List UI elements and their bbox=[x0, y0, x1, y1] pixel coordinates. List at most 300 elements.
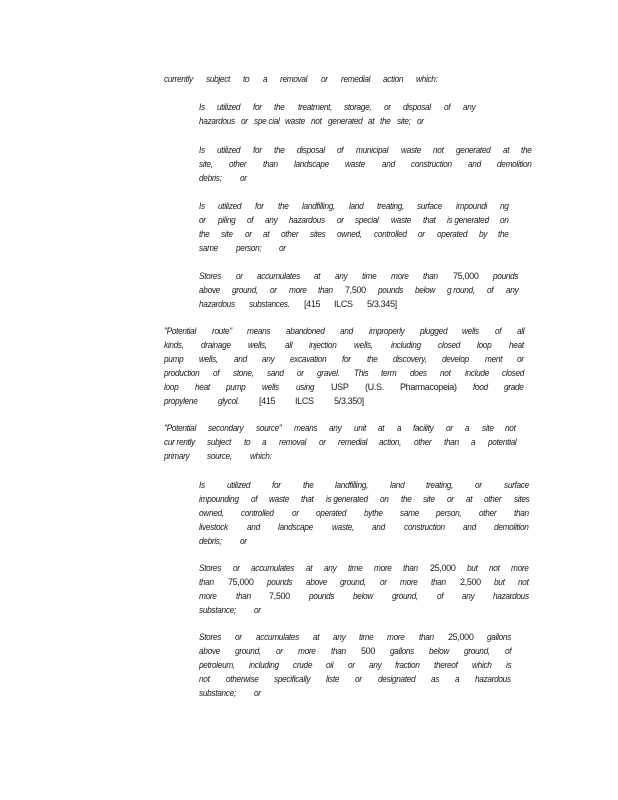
word: of bbox=[487, 285, 494, 295]
word: time bbox=[347, 563, 363, 573]
text-line bbox=[164, 367, 544, 381]
word: a bbox=[465, 423, 470, 433]
word: substances. bbox=[249, 299, 290, 309]
word: potential bbox=[487, 437, 517, 447]
word: or bbox=[235, 271, 243, 281]
text-line bbox=[199, 158, 559, 172]
word: and bbox=[246, 522, 260, 532]
word: than bbox=[199, 577, 214, 587]
word: impounding bbox=[199, 494, 239, 504]
word: designated bbox=[377, 674, 416, 684]
word: the bbox=[521, 145, 532, 155]
word: hazardous bbox=[199, 116, 235, 126]
word: site; bbox=[396, 116, 411, 126]
word: and bbox=[468, 159, 482, 169]
subclause-stores-hazardous-substances bbox=[199, 270, 559, 312]
word: substance; bbox=[199, 605, 236, 615]
subclause-landfilling bbox=[199, 200, 559, 256]
word: spe cial bbox=[253, 116, 280, 126]
word: Stores bbox=[199, 632, 222, 642]
word: more bbox=[511, 563, 529, 573]
word: below bbox=[353, 591, 374, 601]
word: Stores bbox=[199, 271, 222, 281]
word: time bbox=[362, 271, 377, 281]
text-line bbox=[164, 422, 544, 436]
word: subject bbox=[206, 74, 231, 84]
word: facility bbox=[413, 423, 434, 433]
word: "Potential bbox=[164, 423, 196, 433]
word: 7,500 bbox=[345, 285, 367, 295]
word: and bbox=[463, 522, 476, 532]
word: at bbox=[312, 632, 319, 642]
word: does bbox=[410, 368, 427, 378]
word: ground, bbox=[340, 577, 366, 587]
word: specifically bbox=[273, 674, 311, 684]
word: crude bbox=[293, 660, 313, 670]
word: than bbox=[431, 577, 447, 587]
word: hazardous bbox=[475, 674, 511, 684]
subclause-landfilling-secondary bbox=[199, 479, 559, 549]
word: bythe bbox=[363, 508, 383, 518]
word: petroleum, bbox=[199, 660, 235, 670]
word: site, bbox=[199, 159, 213, 169]
word: any bbox=[264, 215, 278, 225]
word: Pharmacopeia) bbox=[399, 382, 457, 392]
text-line bbox=[199, 687, 559, 701]
word: waste bbox=[400, 145, 421, 155]
word: utilized bbox=[218, 201, 242, 211]
word: the bbox=[277, 201, 289, 211]
word: any bbox=[462, 102, 475, 112]
word: fraction bbox=[395, 660, 420, 670]
word: closed bbox=[502, 368, 525, 378]
word: as bbox=[431, 674, 440, 684]
word: not bbox=[199, 674, 210, 684]
word: or bbox=[384, 102, 391, 112]
word: 75,000 bbox=[227, 577, 253, 587]
word: to bbox=[243, 437, 250, 447]
word: or bbox=[232, 563, 240, 573]
text-line bbox=[199, 144, 559, 158]
word: or bbox=[244, 229, 252, 239]
word: above bbox=[199, 285, 220, 295]
word: unit bbox=[353, 423, 366, 433]
word: utilized bbox=[217, 102, 241, 112]
word: all bbox=[516, 326, 525, 336]
word: or bbox=[291, 508, 299, 518]
word: pounds bbox=[492, 271, 519, 281]
word: Is bbox=[199, 201, 205, 211]
word: ground, bbox=[232, 285, 258, 295]
word: for bbox=[252, 145, 262, 155]
word: 25,000 bbox=[447, 632, 474, 642]
word: more bbox=[199, 591, 217, 601]
word: more bbox=[297, 646, 316, 656]
word: more bbox=[373, 563, 392, 573]
word: injection bbox=[309, 340, 337, 350]
word: more bbox=[400, 577, 418, 587]
word: develop bbox=[442, 354, 469, 364]
word: demolition bbox=[494, 522, 529, 532]
word: time bbox=[359, 632, 374, 642]
word: any bbox=[461, 591, 475, 601]
word: any bbox=[329, 423, 342, 433]
word: of bbox=[250, 494, 257, 504]
word: is bbox=[505, 660, 512, 670]
word: or bbox=[416, 116, 424, 126]
word: not bbox=[432, 145, 444, 155]
word: source, bbox=[207, 451, 233, 461]
definition-potential-secondary-source bbox=[164, 422, 544, 464]
word: hazardous bbox=[289, 215, 325, 225]
word: below bbox=[415, 285, 436, 295]
word: on bbox=[379, 494, 389, 504]
word: other bbox=[414, 437, 432, 447]
word: same bbox=[399, 508, 419, 518]
word: for bbox=[255, 201, 265, 211]
word: oil bbox=[326, 660, 334, 670]
word: more bbox=[288, 285, 307, 295]
text-line bbox=[199, 507, 559, 521]
word: gallons bbox=[487, 632, 512, 642]
word: route" bbox=[211, 326, 232, 336]
word: construction bbox=[411, 159, 452, 169]
word: thereof bbox=[434, 660, 458, 670]
word: gallons bbox=[389, 646, 414, 656]
word: disposal bbox=[297, 145, 325, 155]
word: but bbox=[494, 577, 505, 587]
word: or bbox=[239, 173, 247, 183]
text-line bbox=[199, 631, 559, 645]
word: Stores bbox=[199, 563, 222, 573]
word: the bbox=[498, 229, 509, 239]
word: at bbox=[378, 423, 385, 433]
word: of bbox=[436, 591, 444, 601]
word: removal bbox=[279, 437, 307, 447]
word: or bbox=[379, 577, 387, 587]
word: 5/3.345] bbox=[367, 299, 397, 309]
word: including bbox=[249, 660, 279, 670]
text-line bbox=[199, 228, 559, 242]
word: site bbox=[221, 229, 233, 239]
word: accumulates bbox=[255, 632, 299, 642]
text-line bbox=[199, 479, 559, 493]
word: discovery, bbox=[392, 354, 427, 364]
word: Is bbox=[199, 102, 205, 112]
word: accumulates bbox=[256, 271, 300, 281]
word: or bbox=[517, 354, 525, 364]
text-line bbox=[164, 339, 544, 353]
word: which bbox=[471, 660, 492, 670]
word: ment bbox=[484, 354, 502, 364]
word: pump bbox=[164, 354, 184, 364]
word: of bbox=[213, 368, 220, 378]
word: of bbox=[246, 215, 254, 225]
word: municipal bbox=[355, 145, 388, 155]
text-line bbox=[164, 381, 544, 395]
text-line bbox=[199, 284, 559, 298]
word: waste bbox=[345, 159, 366, 169]
word: wells, bbox=[199, 354, 218, 364]
word: person, bbox=[436, 508, 462, 518]
word: source" bbox=[255, 423, 282, 433]
word: food bbox=[473, 382, 488, 392]
word: remedial bbox=[340, 74, 370, 84]
word: closed bbox=[437, 340, 460, 350]
word: production bbox=[164, 368, 200, 378]
word: and bbox=[381, 159, 395, 169]
word: treating, bbox=[426, 480, 454, 490]
word: the bbox=[274, 145, 285, 155]
word: than bbox=[235, 591, 251, 601]
word: the bbox=[400, 494, 412, 504]
text-line bbox=[199, 673, 559, 687]
word: storage, bbox=[344, 102, 372, 112]
subclause-municipal-waste-disposal bbox=[199, 144, 559, 186]
word: hazardous bbox=[199, 299, 235, 309]
word: generated bbox=[455, 145, 491, 155]
word: or bbox=[446, 494, 454, 504]
text-line bbox=[199, 172, 559, 186]
text-line bbox=[164, 395, 544, 409]
word: for bbox=[271, 480, 281, 490]
word: Is bbox=[199, 480, 205, 490]
word: waste bbox=[390, 215, 411, 225]
word: than bbox=[443, 437, 459, 447]
word: term bbox=[381, 368, 397, 378]
word: landfilling, bbox=[335, 480, 369, 490]
word: or bbox=[320, 74, 328, 84]
word: [415 bbox=[258, 396, 275, 406]
word: sand bbox=[266, 368, 284, 378]
word: which: bbox=[250, 451, 272, 461]
subclause-stores-petroleum bbox=[199, 631, 559, 701]
text-line bbox=[199, 200, 559, 214]
word: means bbox=[293, 423, 317, 433]
word: including bbox=[390, 340, 421, 350]
word: than bbox=[403, 563, 419, 573]
word: at bbox=[314, 271, 321, 281]
word: the bbox=[199, 229, 210, 239]
word: 7,500 bbox=[269, 591, 291, 601]
text-line bbox=[164, 325, 544, 339]
word: for bbox=[253, 102, 262, 112]
word: any bbox=[262, 354, 275, 364]
word: controlled bbox=[373, 229, 407, 239]
word: waste bbox=[285, 116, 306, 126]
word: waste bbox=[269, 494, 290, 504]
word: kinds, bbox=[164, 340, 184, 350]
word: or bbox=[318, 437, 326, 447]
word: that bbox=[301, 494, 314, 504]
word: drainage bbox=[201, 340, 231, 350]
word: disposal bbox=[403, 102, 432, 112]
word: operated bbox=[436, 229, 467, 239]
word: primary bbox=[164, 451, 190, 461]
word: other bbox=[484, 494, 502, 504]
word: and bbox=[372, 522, 385, 532]
word: than bbox=[330, 646, 346, 656]
word: or bbox=[355, 674, 362, 684]
word: loop bbox=[164, 382, 179, 392]
word: pounds bbox=[378, 285, 404, 295]
text-line bbox=[199, 493, 559, 507]
word: controlled bbox=[241, 508, 275, 518]
word: or bbox=[240, 116, 248, 126]
word: livestock bbox=[199, 522, 228, 532]
word: improperly bbox=[368, 326, 404, 336]
word: using bbox=[295, 382, 314, 392]
word: site bbox=[423, 494, 435, 504]
word: or bbox=[269, 285, 277, 295]
word: operated bbox=[315, 508, 347, 518]
word: a bbox=[262, 437, 267, 447]
word: abandoned bbox=[285, 326, 325, 336]
word: pounds bbox=[266, 577, 292, 587]
word: which: bbox=[416, 74, 438, 84]
word: subject bbox=[207, 437, 232, 447]
word: waste, bbox=[331, 522, 354, 532]
word: USP bbox=[330, 382, 348, 392]
word: not bbox=[311, 116, 322, 126]
word: the bbox=[366, 354, 378, 364]
word: landscape bbox=[278, 522, 313, 532]
word: not bbox=[505, 423, 516, 433]
word: a bbox=[470, 437, 476, 447]
word: action bbox=[383, 74, 404, 84]
definition-potential-route bbox=[164, 325, 544, 409]
word: surface bbox=[504, 480, 530, 490]
word: site bbox=[481, 423, 494, 433]
word: at bbox=[368, 116, 375, 126]
word: heat bbox=[509, 340, 525, 350]
text-line bbox=[199, 562, 559, 576]
word: same bbox=[199, 243, 218, 253]
word: of bbox=[443, 102, 451, 112]
text-line bbox=[199, 115, 559, 129]
text-line bbox=[199, 590, 559, 604]
word: any bbox=[368, 660, 382, 670]
word: 500 bbox=[360, 646, 375, 656]
word: This bbox=[353, 368, 368, 378]
subclause-treatment-storage-disposal bbox=[199, 101, 559, 129]
word: at bbox=[502, 145, 509, 155]
word: a bbox=[262, 74, 268, 84]
word: include bbox=[464, 368, 489, 378]
word: propylene bbox=[164, 396, 198, 406]
word: plugged bbox=[419, 326, 447, 336]
word: is generated bbox=[325, 494, 368, 504]
word: ILCS bbox=[294, 396, 314, 406]
word: (U.S. bbox=[364, 382, 384, 392]
word: hazardous bbox=[493, 591, 529, 601]
text-line bbox=[199, 535, 559, 549]
word: utilized bbox=[226, 480, 251, 490]
word: than bbox=[423, 271, 439, 281]
word: wells, bbox=[248, 340, 268, 350]
word: pounds bbox=[308, 591, 335, 601]
word: at bbox=[263, 229, 270, 239]
word: gravel. bbox=[317, 368, 341, 378]
word: glycol. bbox=[217, 396, 239, 406]
word: generated bbox=[327, 116, 363, 126]
word: cur rently bbox=[164, 437, 195, 447]
word: or bbox=[347, 660, 355, 670]
word: or bbox=[446, 423, 453, 433]
word: Is bbox=[199, 145, 205, 155]
word: wells, bbox=[354, 340, 374, 350]
word: of bbox=[504, 646, 511, 656]
word: utilized bbox=[217, 145, 241, 155]
word: other bbox=[229, 159, 247, 169]
word: landscape bbox=[294, 159, 329, 169]
word: sites bbox=[513, 494, 530, 504]
word: above bbox=[199, 646, 220, 656]
word: wells bbox=[462, 326, 480, 336]
word: removal bbox=[280, 74, 308, 84]
word: debris; bbox=[199, 173, 222, 183]
word: is generated bbox=[446, 215, 489, 225]
word: pump bbox=[226, 382, 246, 392]
word: the bbox=[274, 102, 285, 112]
word: all bbox=[284, 340, 292, 350]
subclause-stores-25000-pounds bbox=[199, 562, 559, 618]
word: than bbox=[262, 159, 278, 169]
word: heat bbox=[194, 382, 210, 392]
text-line bbox=[164, 353, 544, 367]
word: that bbox=[422, 215, 436, 225]
text-line bbox=[199, 298, 559, 312]
word: a bbox=[455, 674, 460, 684]
word: "Potential bbox=[164, 326, 196, 336]
word: owned, bbox=[199, 508, 224, 518]
word: at bbox=[465, 494, 473, 504]
word: ng bbox=[500, 201, 509, 211]
text-line bbox=[199, 521, 559, 535]
word: remedial bbox=[337, 437, 367, 447]
word: construction bbox=[403, 522, 445, 532]
word: grade bbox=[504, 382, 524, 392]
word: substance; bbox=[199, 688, 236, 698]
word: liste bbox=[326, 674, 340, 684]
word: excavation bbox=[290, 354, 327, 364]
word: debris; bbox=[199, 536, 222, 546]
word: not bbox=[518, 577, 529, 587]
word: than bbox=[418, 632, 434, 642]
text-line bbox=[164, 436, 544, 450]
word: ground, bbox=[392, 591, 418, 601]
word: a bbox=[396, 423, 401, 433]
word: or bbox=[276, 646, 283, 656]
word: or bbox=[199, 215, 206, 225]
word: any bbox=[323, 563, 337, 573]
text-line bbox=[199, 101, 559, 115]
word: treating, bbox=[376, 201, 404, 211]
word: demolition bbox=[497, 159, 532, 169]
word: other bbox=[479, 508, 497, 518]
text-line bbox=[164, 450, 544, 464]
text-line bbox=[199, 645, 559, 659]
word: surface bbox=[417, 201, 443, 211]
word: than bbox=[318, 285, 334, 295]
word: than bbox=[514, 508, 530, 518]
word: 5/3.350] bbox=[333, 396, 364, 406]
word: action, bbox=[379, 437, 402, 447]
word: means bbox=[247, 326, 271, 336]
text-line bbox=[199, 604, 559, 618]
word: or bbox=[297, 368, 304, 378]
word: by bbox=[478, 229, 487, 239]
